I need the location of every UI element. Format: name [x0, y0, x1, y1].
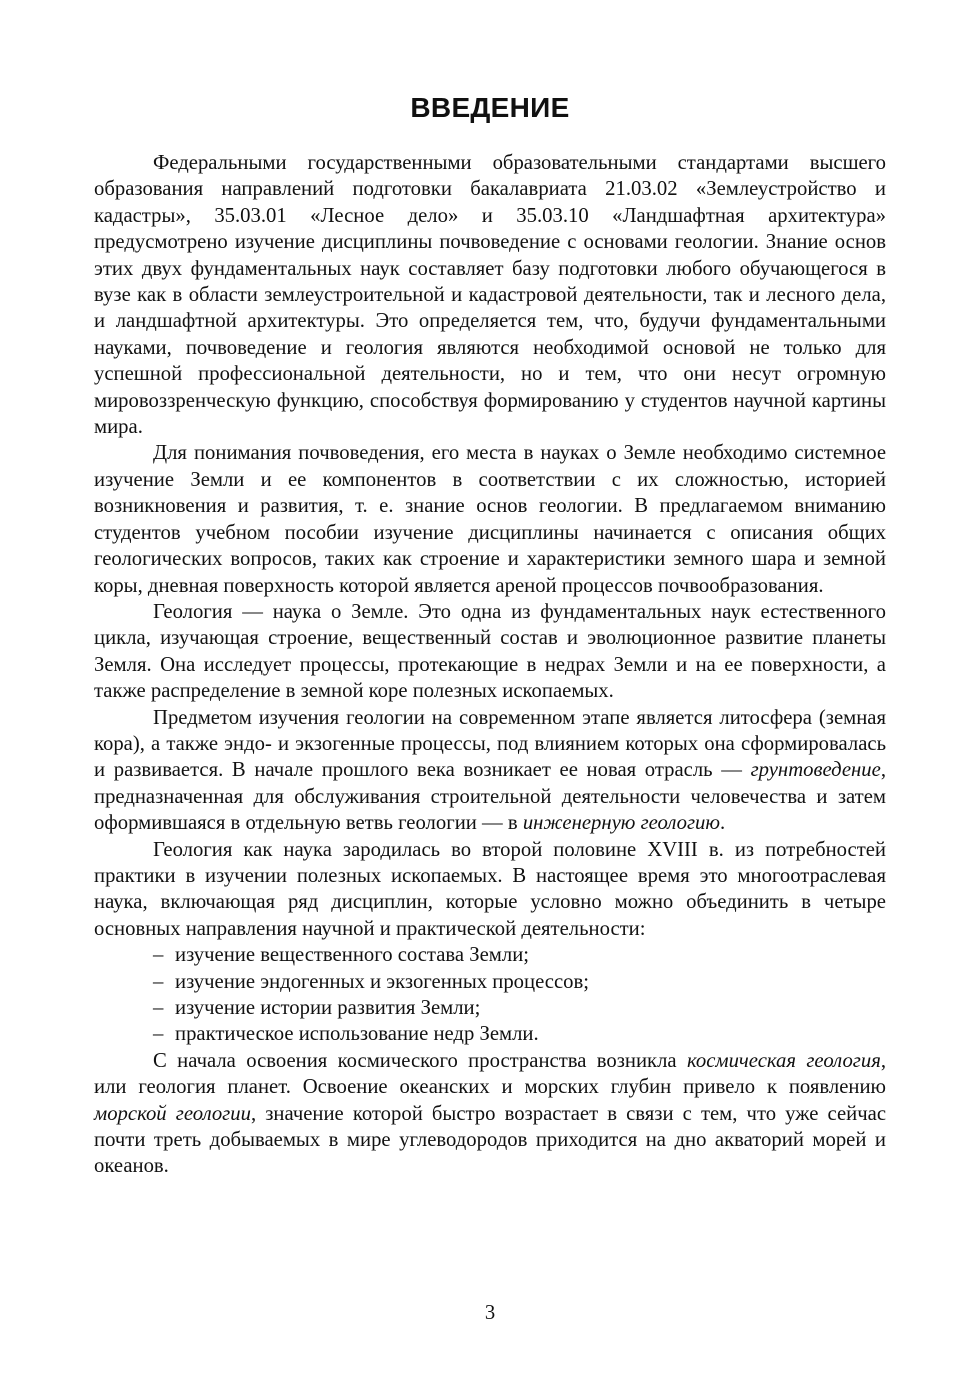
list-item: [153, 942, 886, 968]
section-heading: ВВЕДЕНИЕ: [410, 92, 570, 123]
list-item: [153, 969, 886, 995]
list-item-text: практическое использование недр Земли.: [175, 1023, 539, 1046]
paragraph-space-geology: [94, 1048, 886, 1180]
term-engineering-geology: инженерную геологию: [522, 812, 720, 835]
list-marker: –: [153, 1023, 164, 1046]
document-page: [94, 88, 886, 1180]
paragraph-space-text-1: С начала освоения космического пространства возникла: [153, 1049, 687, 1072]
paragraph-lithosphere-text-2: , предназначенная для обслуживания строительной деятельности человечества и затем оформившаяся в отдельную ветвь геологии — в: [94, 759, 886, 835]
paragraph-space-text-2: , или геология планет. Освоение океанских и морских глубин привело к появлению: [94, 1049, 886, 1099]
list-item-text: изучение вещественного состава Земли;: [175, 944, 530, 967]
paragraph-lithosphere: [94, 705, 886, 837]
list-item: [153, 995, 886, 1021]
paragraph-space-text-3: , значение которой быстро возрастает в связи с тем, что уже сейчас почти треть добываемых в мире углеводородов приходится на дно акваторий морей и океанов.: [94, 1102, 887, 1178]
term-marine-geology: морской геологии: [94, 1102, 251, 1125]
term-soil-science: грунтоведение: [750, 759, 881, 782]
paragraph-standards: Федеральными государственными образовательными стандартами высшего образования направлений подготовки бакалавриата 21.03.02 «Землеустройство и кадастры», 35.03.01 «Лесное дело» и 35.03.10 «Ландшафтная архитектура» предусмотрено изучение дисциплины почвоведение с основами геологии. Знание основ этих двух фундаментальных наук составляет базу подготовки любого обучающегося в вузе как в области землеустроительной и кадастровой деятельности, так и лесного дела, и ландшафтной архитектуры. Это определяется тем, что, будучи фундаментальными науками, почвоведение и геология являются необходимой основой не только для успешной профессиональной деятельности, но и тем, что они несут огромную мировоззренческую функцию, способствуя формированию у студентов научной картины мира.: [94, 152, 886, 439]
list-marker: –: [153, 997, 164, 1019]
paragraph-lithosphere-text-3: .: [720, 812, 726, 835]
paragraph-lithosphere-text-1: Предметом изучения геологии на современном этапе является литосфера (земная кора), а также эндо- и экзогенные процессы, под влиянием которых она сформировалась и развивается. В начале прошлого века возникает ее новая отрасль —: [94, 706, 886, 782]
page-number: 3: [484, 1302, 496, 1324]
list-marker: –: [153, 944, 164, 967]
paragraph-geology-definition: Геология — наука о Земле. Это одна из фундаментальных наук естественного цикла, изучающая строение, вещественный состав и эволюционное развитие планеты Земля. Она исследует процессы, протекающие в недрах Земли и на ее поверхности, а также распределение в земной коре полезных ископаемых.: [94, 600, 886, 703]
paragraph-history: Геология как наука зародилась во второй половине XVIII в. из потребностей практики в изучении полезных ископаемых. В настоящее время это многоотраслевая наука, включающая ряд дисциплин, которые условно можно объединить в четыре основных направления научной и практической деятельности:: [94, 838, 886, 940]
list-item-text: изучение эндогенных и экзогенных процессов;: [175, 970, 590, 993]
directions-list: [94, 942, 886, 1048]
paragraph-soil-science: Для понимания почвоведения, его места в науках о Земле необходимо системное изучение Земли и ее компонентов в соответствии с их сложностью, историей возникновения и развития, т. е. знание основ геологии. В предлагаемом вниманию студентов учебном пособии изучение дисциплины начинается с описания общих геологических вопросов, таких как строение и характеристики земного шара и земной коры, дневная поверхность которой является ареной процессов почвообразования.: [94, 442, 886, 597]
term-space-geology: космическая геология: [686, 1049, 881, 1072]
list-item-text: изучение истории развития Земли;: [175, 997, 481, 1019]
list-item: [153, 1021, 886, 1047]
list-marker: –: [153, 970, 164, 993]
